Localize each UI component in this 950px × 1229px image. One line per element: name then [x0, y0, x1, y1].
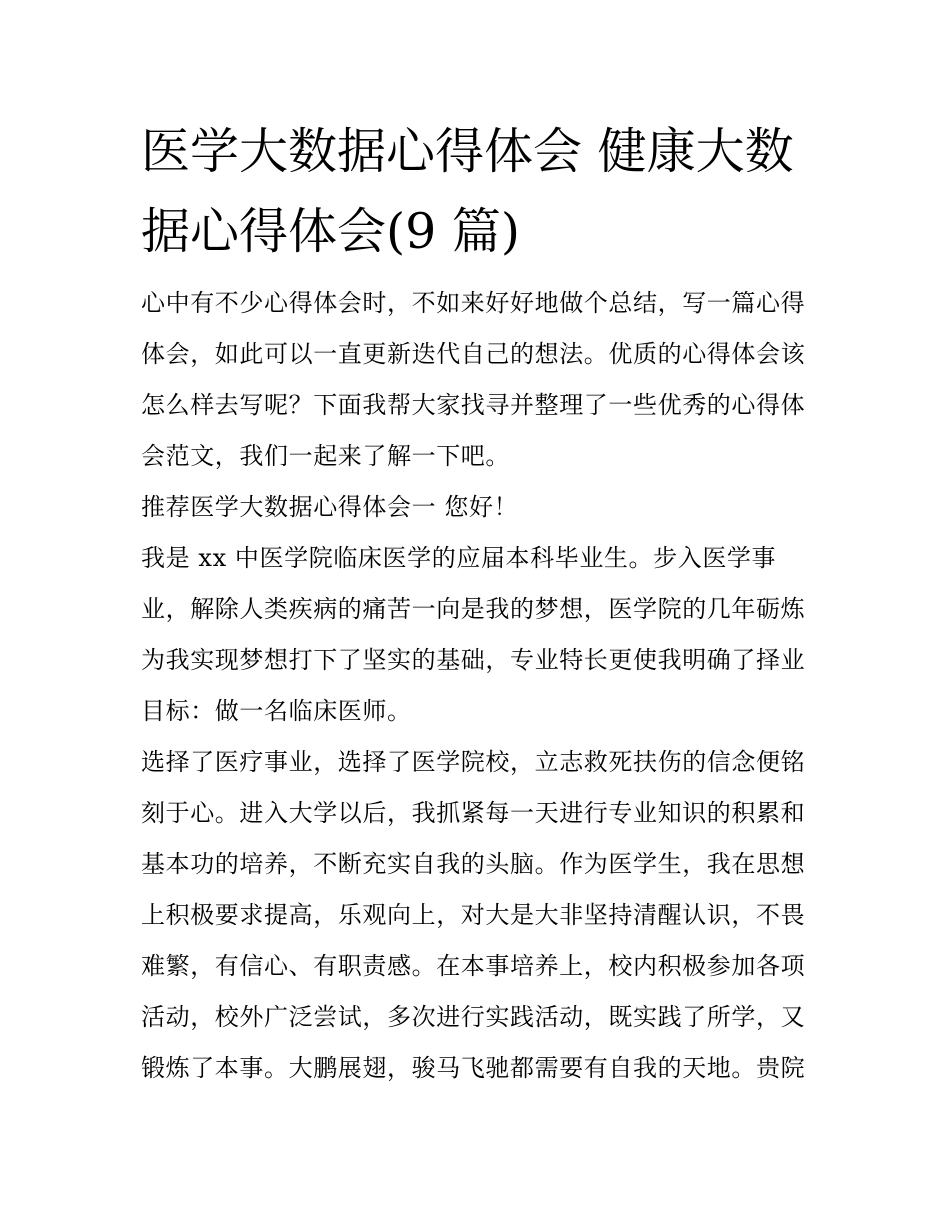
intro-line: 体会，如此可以一直更新迭代自己的想法。优质的心得体会该	[141, 340, 806, 368]
paragraph-line: 活动，校外广泛尝试，多次进行实践活动，既实践了所学，又	[141, 1003, 806, 1031]
document-title	[141, 112, 821, 272]
paragraph-line: 刻于心。进入大学以后，我抓紧每一天进行专业知识的积累和	[141, 799, 806, 827]
paragraph-line: 选择了医疗事业，选择了医学院校，立志救死扶伤的信念便铭	[141, 748, 806, 776]
title-line: 据心得体会(9 篇)	[141, 203, 520, 260]
paragraph-line: 为我实现梦想打下了坚实的基础，专业特长更使我明确了择业	[141, 646, 806, 674]
section-heading-line: 推荐医学大数据心得体会一 您好！	[141, 493, 519, 521]
intro-line: 怎么样去写呢？下面我帮大家找寻并整理了一些优秀的心得体	[141, 391, 806, 419]
paragraph-line: 业，解除人类疾病的痛苦一向是我的梦想，医学院的几年砺炼	[141, 595, 806, 623]
paragraph-line: 上积极要求提高，乐观向上，对大是大非坚持清醒认识，不畏	[141, 901, 806, 929]
title-line: 医学大数据心得体会 健康大数	[141, 123, 794, 180]
intro-line: 会范文，我们一起来了解一下吧。	[141, 442, 510, 470]
intro-line: 心中有不少心得体会时，不如来好好地做个总结，写一篇心得	[141, 289, 806, 317]
paragraph-line: 难繁，有信心、有职责感。在本事培养上，校内积极参加各项	[141, 952, 806, 980]
paragraph-line: 基本功的培养，不断充实自我的头脑。作为医学生，我在思想	[141, 850, 806, 878]
paragraph-line: 目标：做一名临床医师。	[141, 697, 412, 725]
document-body	[141, 278, 821, 1094]
paragraph-line: 锻炼了本事。大鹏展翅，骏马飞驰都需要有自我的天地。贵院	[141, 1054, 806, 1082]
paragraph-line: 我是 xx 中医学院临床医学的应届本科毕业生。步入医学事	[141, 544, 777, 572]
